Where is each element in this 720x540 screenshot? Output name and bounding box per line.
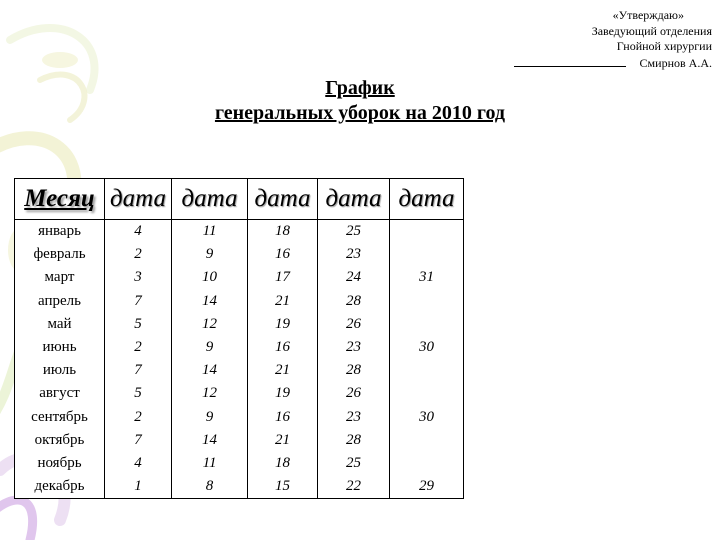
date-cell: 2 xyxy=(105,336,172,359)
date-cell: 28 xyxy=(318,290,390,313)
date-cell: 31 xyxy=(390,266,464,289)
header-date: дата xyxy=(390,179,464,220)
table-row xyxy=(15,220,464,244)
date-cell: 11 xyxy=(172,220,248,244)
date-cell xyxy=(390,452,464,475)
date-cell: 22 xyxy=(318,475,390,499)
month-cell: июль xyxy=(15,359,105,382)
date-cell: 11 xyxy=(172,452,248,475)
table-row xyxy=(15,290,464,313)
month-cell: декабрь xyxy=(15,475,105,499)
table-header-row xyxy=(15,179,464,220)
date-cell: 5 xyxy=(105,313,172,336)
header-date: дата xyxy=(248,179,318,220)
date-cell: 26 xyxy=(318,382,390,405)
date-cell: 29 xyxy=(390,475,464,499)
date-cell: 2 xyxy=(105,243,172,266)
date-cell xyxy=(390,290,464,313)
date-cell: 30 xyxy=(390,336,464,359)
date-cell: 14 xyxy=(172,429,248,452)
approval-signer: Смирнов А.А. xyxy=(639,55,712,70)
date-cell: 18 xyxy=(248,220,318,244)
table-row xyxy=(15,359,464,382)
date-cell: 19 xyxy=(248,382,318,405)
date-cell: 21 xyxy=(248,290,318,313)
date-cell: 24 xyxy=(318,266,390,289)
header-date: дата xyxy=(172,179,248,220)
date-cell: 9 xyxy=(172,336,248,359)
date-cell: 19 xyxy=(248,313,318,336)
date-cell: 25 xyxy=(318,452,390,475)
date-cell: 5 xyxy=(105,382,172,405)
date-cell: 1 xyxy=(105,475,172,499)
date-cell: 14 xyxy=(172,290,248,313)
date-cell: 23 xyxy=(318,243,390,266)
date-cell: 12 xyxy=(172,382,248,405)
table-row xyxy=(15,406,464,429)
table-row xyxy=(15,243,464,266)
table-row xyxy=(15,336,464,359)
table-row xyxy=(15,452,464,475)
date-cell: 7 xyxy=(105,290,172,313)
date-cell: 14 xyxy=(172,359,248,382)
date-cell: 10 xyxy=(172,266,248,289)
header-date: дата xyxy=(318,179,390,220)
month-cell: июнь xyxy=(15,336,105,359)
date-cell: 8 xyxy=(172,475,248,499)
month-cell: август xyxy=(15,382,105,405)
date-cell: 16 xyxy=(248,406,318,429)
document-title xyxy=(0,76,720,126)
date-cell: 23 xyxy=(318,406,390,429)
table-row xyxy=(15,382,464,405)
date-cell xyxy=(390,429,464,452)
table-row xyxy=(15,313,464,336)
approval-block xyxy=(392,8,712,71)
date-cell: 18 xyxy=(248,452,318,475)
cleaning-schedule-table xyxy=(14,178,464,499)
table-row xyxy=(15,429,464,452)
approval-heading: «Утверждаю» xyxy=(612,8,684,22)
table-row xyxy=(15,266,464,289)
month-cell: май xyxy=(15,313,105,336)
date-cell: 26 xyxy=(318,313,390,336)
month-cell: январь xyxy=(15,220,105,244)
date-cell: 25 xyxy=(318,220,390,244)
header-month: Месяц xyxy=(15,179,105,220)
date-cell xyxy=(390,313,464,336)
date-cell: 2 xyxy=(105,406,172,429)
date-cell: 21 xyxy=(248,429,318,452)
date-cell: 21 xyxy=(248,359,318,382)
month-cell: март xyxy=(15,266,105,289)
approval-signature-line xyxy=(392,55,712,72)
table-body xyxy=(15,220,464,499)
title-line-2: генеральных уборок на 2010 год xyxy=(214,102,506,124)
signature-blank xyxy=(514,55,626,67)
month-cell: ноябрь xyxy=(15,452,105,475)
date-cell: 3 xyxy=(105,266,172,289)
date-cell xyxy=(390,359,464,382)
date-cell: 7 xyxy=(105,429,172,452)
date-cell: 16 xyxy=(248,336,318,359)
approval-position: Заведующий отделения xyxy=(591,23,712,38)
date-cell: 9 xyxy=(172,406,248,429)
approval-department: Гнойной хирургии xyxy=(616,39,712,53)
date-cell: 9 xyxy=(172,243,248,266)
date-cell: 7 xyxy=(105,359,172,382)
date-cell: 28 xyxy=(318,359,390,382)
date-cell xyxy=(390,220,464,244)
month-cell: апрель xyxy=(15,290,105,313)
header-date: дата xyxy=(105,179,172,220)
date-cell xyxy=(390,243,464,266)
month-cell: сентябрь xyxy=(15,406,105,429)
date-cell: 16 xyxy=(248,243,318,266)
date-cell xyxy=(390,382,464,405)
month-cell: октябрь xyxy=(15,429,105,452)
date-cell: 4 xyxy=(105,452,172,475)
month-cell: февраль xyxy=(15,243,105,266)
date-cell: 23 xyxy=(318,336,390,359)
date-cell: 30 xyxy=(390,406,464,429)
date-cell: 12 xyxy=(172,313,248,336)
date-cell: 17 xyxy=(248,266,318,289)
table-row xyxy=(15,475,464,499)
title-line-1: График xyxy=(325,77,395,99)
date-cell: 28 xyxy=(318,429,390,452)
date-cell: 4 xyxy=(105,220,172,244)
date-cell: 15 xyxy=(248,475,318,499)
